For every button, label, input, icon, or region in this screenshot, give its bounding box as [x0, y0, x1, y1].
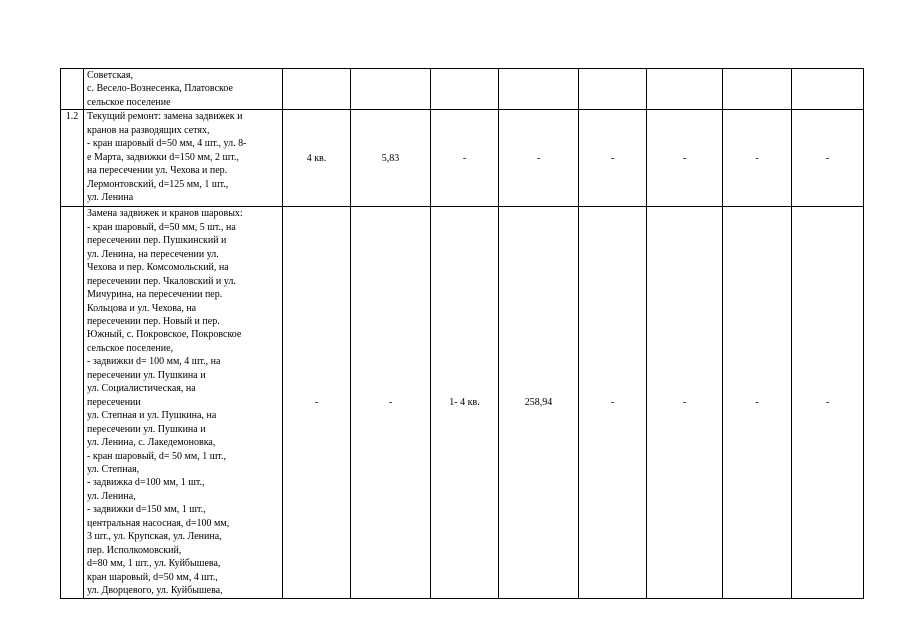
description-line: ул. Степная и ул. Пушкина, на — [87, 410, 217, 422]
value-cell: 4 кв. — [283, 110, 351, 207]
description-line: кран шаровый, d=50 мм, 4 шт., — [87, 571, 218, 583]
description-line: ул. Ленина, с. Лакедемоновка, — [87, 437, 216, 449]
description-line: ул. Ленина, на пересечении ул. — [87, 248, 219, 260]
value-cell: - — [283, 207, 351, 599]
description-line: - кран шаровый d=50 мм, 4 шт., ул. 8- — [87, 138, 247, 150]
description-line: - кран шаровый, d= 50 мм, 1 шт., — [87, 450, 227, 462]
description-line: - задвижка d=100 мм, 1 шт., — [87, 477, 205, 489]
value-cell: - — [723, 110, 792, 207]
description-line: пер. Исполкомовский, — [87, 544, 182, 556]
description-line: пересечении пер. Чкаловский и ул. — [87, 275, 236, 287]
description-line: ул. Дворцевого, ул. Куйбышева, — [87, 585, 223, 597]
description-line: с. Весело-Вознесенка, Платовское — [87, 83, 233, 95]
value-cell: - — [431, 110, 499, 207]
work-description-cell — [84, 110, 283, 207]
value-cell — [431, 69, 499, 110]
value-cell — [723, 69, 792, 110]
value-cell: 1- 4 кв. — [431, 207, 499, 599]
value-cell — [647, 69, 723, 110]
description-line: - задвижки d=150 мм, 1 шт., — [87, 504, 206, 516]
description-line: d=80 мм, 1 шт., ул. Куйбышева, — [87, 558, 221, 570]
description-line: сельское поселение, — [87, 342, 174, 354]
description-line: пересечении — [87, 396, 141, 408]
description-line: Замена задвижек и кранов шаровых: — [87, 208, 243, 220]
table-row — [61, 110, 864, 207]
value-cell: - — [792, 207, 864, 599]
table-row — [61, 207, 864, 599]
description-line: пересечении ул. Пушкина и — [87, 369, 206, 381]
description-line: Мичурина, на пересечении пер. — [87, 289, 223, 301]
value-cell: 258,94 — [499, 207, 579, 599]
value-cell: - — [647, 110, 723, 207]
row-number-cell — [61, 69, 84, 110]
description-line: пересечении пер. Новый и пер. — [87, 315, 220, 327]
value-cell: - — [579, 110, 647, 207]
description-line: пересечении ул. Пушкина и — [87, 423, 206, 435]
description-line: пересечении пер. Пушкинский и — [87, 235, 227, 247]
work-description-cell — [84, 207, 283, 599]
description-line: Советская, — [87, 70, 133, 81]
description-line: Кольцова и ул. Чехова, на — [87, 302, 197, 314]
description-line: Чехова и пер. Комсомольский, на — [87, 262, 229, 274]
description-line: ул. Степная, — [87, 463, 140, 475]
value-cell — [351, 69, 431, 110]
value-cell: - — [647, 207, 723, 599]
description-line: центральная насосная, d=100 мм, — [87, 517, 230, 529]
table-body — [61, 69, 864, 599]
row-number-cell — [61, 207, 84, 599]
value-cell: - — [723, 207, 792, 599]
description-line: на пересечении ул. Чехова и пер. — [87, 165, 228, 177]
value-cell — [283, 69, 351, 110]
description-line: кранов на разводящих сетях, — [87, 124, 210, 136]
description-line: - задвижки d= 100 мм, 4 шт., на — [87, 356, 221, 368]
value-cell: 5,83 — [351, 110, 431, 207]
works-table — [60, 68, 864, 599]
work-description-cell — [84, 69, 283, 110]
value-cell: - — [579, 207, 647, 599]
description-line: Южный, с. Покровское, Покровское — [87, 329, 242, 341]
value-cell — [792, 69, 864, 110]
description-line: - кран шаровый, d=50 мм, 5 шт., на — [87, 221, 236, 233]
value-cell: - — [499, 110, 579, 207]
table-row — [61, 69, 864, 110]
description-line: е Марта, задвижки d=150 мм, 2 шт., — [87, 151, 239, 163]
value-cell — [499, 69, 579, 110]
value-cell: - — [351, 207, 431, 599]
value-cell — [579, 69, 647, 110]
description-line: Текущий ремонт: замена задвижек и — [87, 111, 243, 123]
description-line: сельское поселение — [87, 96, 171, 108]
description-line: ул. Ленина — [87, 192, 134, 204]
description-line: Лермонтовский, d=125 мм, 1 шт., — [87, 178, 229, 190]
row-number-cell: 1.2 — [61, 110, 84, 207]
description-line: ул. Ленина, — [87, 490, 136, 502]
value-cell: - — [792, 110, 864, 207]
description-line: 3 шт., ул. Крупская, ул. Ленина, — [87, 531, 222, 543]
description-line: ул. Социалистическая, на — [87, 383, 196, 395]
